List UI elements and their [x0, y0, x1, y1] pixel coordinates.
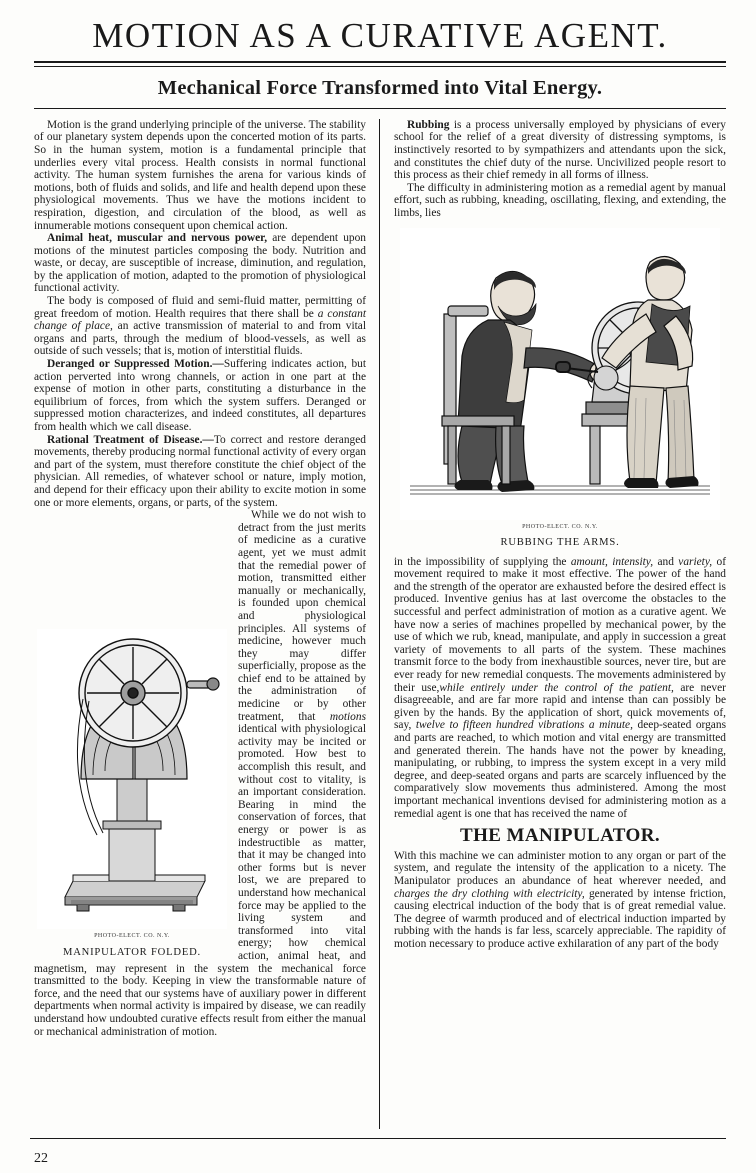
paragraph-rational-treatment-body: To correct and restore deranged movements, thereby producing normal functional activity of every organ and part of the system, must therefore constitute the chief object of the physician. All remedies, of whatever school or nature, imply motion, and depend for their efficacy upon their ability to excite motion in some one or more elements, organs, or parts, of the system.	[34, 433, 367, 509]
figure-signature-rubbing: PHOTO-ELECT. CO. N.Y.	[522, 523, 598, 530]
emphasis-charges-dry-clothing: charges the dry clothing with electricity,	[394, 887, 585, 900]
right-column	[380, 119, 726, 1129]
paragraph-manipulator-description-b: generated by intense friction, causing electrical induction of the body that is of great remedial value. The degree of warmth produced and of electrical induction imparted by rubbing with the hands is far less, scarcely appreciable. The rapidity of motion necessary to produce active exhilaration of any part of the body	[394, 887, 727, 950]
runin-rational-treatment: Rational Treatment of Disease.—	[47, 433, 214, 446]
page-number: 22	[34, 1151, 48, 1166]
figure-manipulator-folded	[34, 629, 230, 959]
paragraph-rubbing	[394, 119, 726, 182]
paragraph-animal-heat	[34, 232, 366, 295]
emphasis-variety: variety,	[678, 555, 713, 568]
paragraph-difficulty: The difficulty in administering motion as a remedial agent by manual effort, such as rubbing, kneading, oscillating, flexing, and extending, the limbs, lies	[394, 181, 726, 219]
paragraph-manipulator-description-a: With this machine we can administer motion to any organ or part of the system, and regulate the intensity of the application to a nicety. The Manipulator produces an abundance of heat wherever needed, and	[394, 849, 726, 887]
emphasis-control-of-patient: while entirely under the control of the patient,	[439, 681, 674, 694]
emphasis-constant-change: a constant change of place,	[34, 307, 366, 333]
paragraph-rubbing-body: is a process universally employed by physicians of every school for the relief of a great diversity of distressing symptoms, is instinctively resorted to by sympathizers and attendants upon the sick, and constitutes the chief duty of the nurse. Uncivilized people resort to this process as their chief remedy in all forms of illness.	[394, 118, 726, 182]
emphasis-motions: motions	[329, 710, 366, 723]
paragraph-rational-treatment	[34, 434, 366, 510]
masthead	[34, 18, 726, 109]
paragraph-body-fluid	[34, 295, 366, 358]
figure-caption-manipulator-folded: MANIPULATOR FOLDED.	[62, 946, 201, 958]
subtitle-rule	[34, 108, 726, 109]
section-heading-the-manipulator: THE MANIPULATOR.	[460, 825, 660, 847]
title-rule-thin	[34, 66, 726, 67]
paragraph-deranged-motion-body: Suffering indicates action, but action perverted into wrong channels, or action in one part at the expense of motion in other parts, constituting a disturbance in the equilibrium of forces, from which the system suffers. Deranged or suppressed motion characterizes, and indeed constitutes, all departures from health which we call disease.	[34, 358, 367, 433]
paragraph-remedial-power-a: While we do not wish to detract from the just merits of medicine as a curative agent, yet we must admit that the remedial power of motion, transmitted either manually or mechanically, is founded upon chemical and physiological principles. All systems of medicine, however much they may differ superficially, propose as the chief end to be attained by the administration of medicine or by other treatment, that	[238, 509, 366, 723]
paragraph-intro: Motion is the grand underlying principle of the universe. The stability of our planetary system depends upon the concerted motion of its parts. So in the human system, motion is a fundamental principle that underlies every vital process. Health consists in normal functional activity. The human system furnishes the arena for various kinds of motions, both of fluids and solids, and life and health depend upon these physiological movements. Thus we have the motions incident to respiration, digestion, and circulation of the blood, as well as innumerable motions consequent upon chemical action.	[34, 118, 366, 232]
paragraph-impossibility	[394, 556, 726, 820]
paragraph-impossibility-a: in the impossibility of supplying the	[394, 555, 571, 568]
engraving-manipulator-folded	[37, 629, 227, 929]
paragraph-remedial-power-b: identical with physiological activity may be incited or promoted. How best to accomplish this result, and without cost to vitality, is an important consideration. Bearing in mind the conservation of forces, that energy or power is as indestructible as matter, that it may be changed into other forms but is never lost, we are prepared to understand how mechanical force may be applied to the living system and transformed into vital energy; how chemical action, animal heat, and magnetism, may represent in the system the mechanical force transmitted to the body. Keeping in view the transformable nature of force, and the need that our systems have of auxiliary power in different departments when normal activity is impaired by disease, we can readily understand how undoubted curative effects result from either the manual or mechanical administration of motion.	[34, 723, 366, 1038]
emphasis-amount-intensity: amount, intensity,	[570, 555, 654, 568]
figure-caption-rubbing-the-arms: RUBBING THE ARMS.	[500, 537, 620, 549]
runin-rubbing: Rubbing	[407, 118, 450, 131]
page-title: MOTION AS A CURATIVE AGENT.	[92, 16, 668, 55]
footer-rule	[30, 1138, 726, 1139]
figure-signature-manipulator: PHOTO-ELECT. CO. N.Y.	[94, 933, 170, 940]
engraving-rubbing-the-arms	[400, 228, 720, 520]
left-column	[34, 119, 380, 1129]
runin-animal-heat: Animal heat, muscular and nervous power,	[47, 232, 268, 245]
paragraph-manipulator-description	[394, 850, 726, 951]
title-rule-thick	[34, 61, 726, 63]
paragraph-body-fluid-a: The body is composed of fluid and semi-fluid matter, permitting of great freedom of motion. Health requires that there shall be	[34, 295, 366, 320]
paragraph-body-fluid-b: an active transmission of material to and from vital organs and parts, through the medium of blood-vessels, as well as outside of such vessels; that is, motion of interstitial fluids.	[34, 320, 367, 358]
page-subtitle: Mechanical Force Transformed into Vital Energy.	[157, 76, 603, 99]
column-layout	[34, 119, 726, 1129]
runin-deranged-motion: Deranged or Suppressed Motion.—	[47, 358, 224, 371]
paragraph-deranged-motion	[34, 358, 366, 434]
paragraph-impossibility-e: deep-seated organs and parts are reached, to which motion and vital energy are transmitted and generated therein. The hands have not the power by kneading, manipulating, or rubbing, to impress the system except in a very mild degree, and deep-seated organs and parts are scarcely influenced by the comparatively slow movements thus administered. Among the most important mechanical inventions devised for administering motion as a remedial agent is one that has received the name of	[394, 719, 726, 820]
paragraph-impossibility-b: and	[653, 555, 679, 568]
paragraph-impossibility-d: are never disagreeable, and are far more rapid and intense than can possibly be given by the hands. By the application of short, quick movements of, say,	[394, 681, 726, 732]
emphasis-vibrations-per-minute: twelve to fifteen hundred vibrations a minute,	[415, 719, 633, 732]
paragraph-impossibility-c: of movement required to make it most effective. The power of the hand and the strength of the operator are exhausted before the desired effect is produced. Inventive genius has at last overcome the obstacles to the successful and perfect administration of motion as a curative agent. We have now a series of machines propelled by mechanical power, by the use of which we rub, knead, manipulate, and apply in succession a great variety of movements to all parts of the system. These machines transmit force to the body from inexhaustible sources, never tire, but are ever ready for new remedial conquests. The movements administered by their use,	[394, 555, 726, 694]
figure-rubbing-the-arms	[394, 228, 726, 550]
paragraph-animal-heat-body: are dependent upon motions of the minutest particles composing the body. Nutrition and waste, or decay, are susceptible of increase, diminution, and regulation, by the application of motion, adapted to the promotion of physiological functional activity.	[34, 232, 366, 295]
